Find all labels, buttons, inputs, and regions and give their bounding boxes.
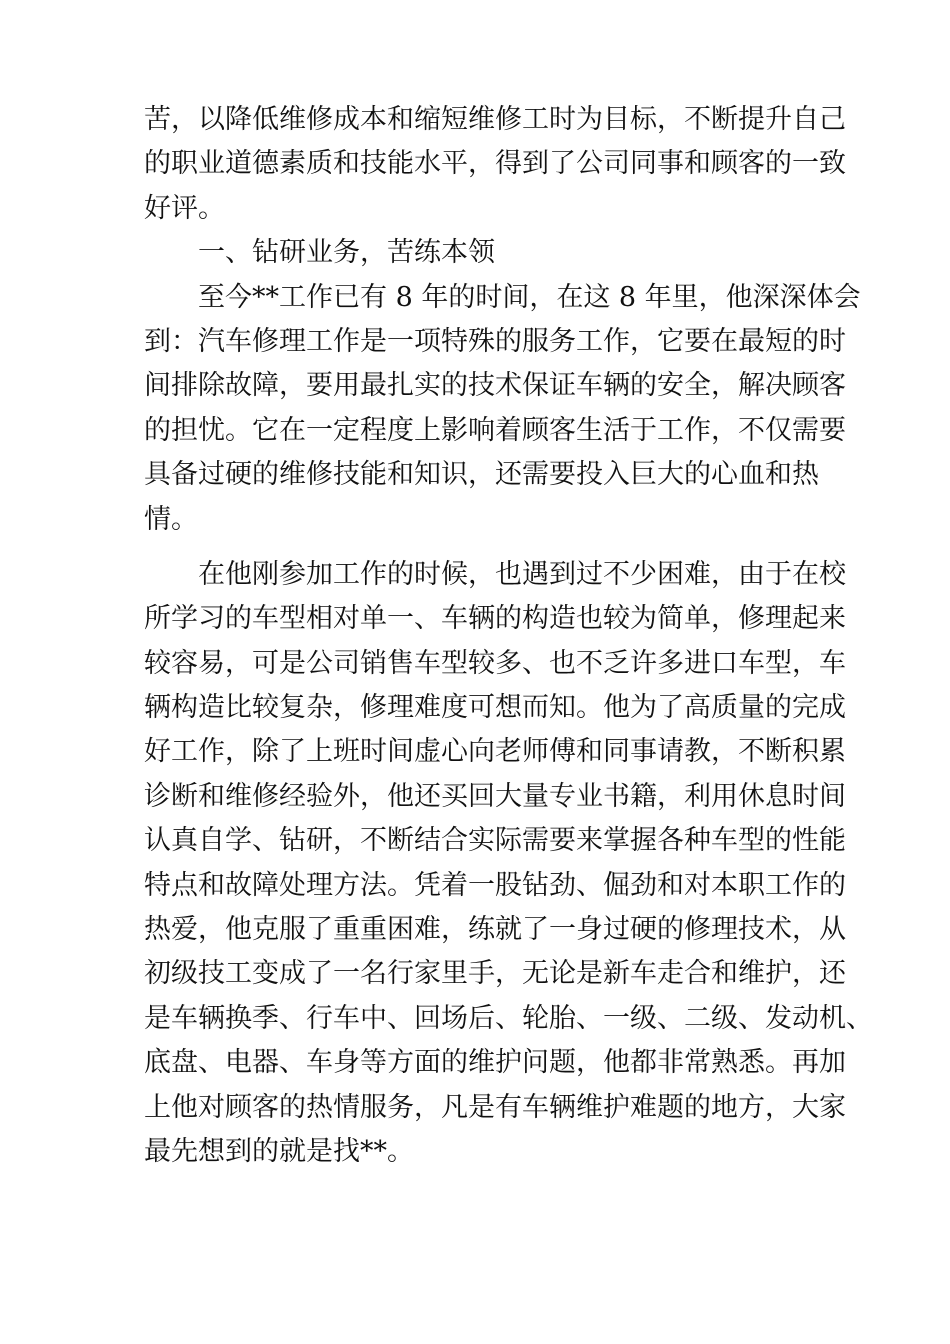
text-line: 初级技工变成了一名行家里手，无论是新车走合和维护，还 (144, 958, 846, 990)
text-line: 所学习的车型相对单一、车辆的构造也较为简单，修理起来 (144, 603, 846, 635)
paragraph-spacing (144, 542, 824, 553)
text-line: 较容易，可是公司销售车型较多、也不乏许多进口车型，车 (144, 647, 846, 679)
text-line: 至今**工作已有 8 年的时间，在这 8 年里，他深深体会 (198, 281, 861, 313)
paragraph-continuation (144, 98, 846, 231)
text-line: 辆构造比较复杂，修理难度可想而知。他为了高质量的完成 (144, 692, 846, 724)
text-line: 上他对顾客的热情服务，凡是有车辆维护难题的地方，大家 (144, 1091, 846, 1123)
text-line: 最先想到的就是找**。 (144, 1135, 414, 1167)
text-line: 认真自学、钻研，不断结合实际需要来掌握各种车型的性能 (144, 825, 846, 857)
text-line: 特点和故障处理方法。凭着一股钻劲、倔劲和对本职工作的 (144, 869, 846, 901)
text-line: 苦，以降低维修成本和缩短维修工时为目标，不断提升自己 (144, 104, 846, 135)
paragraph (144, 276, 861, 542)
document-body (144, 98, 873, 1174)
section-heading (144, 231, 824, 275)
text-line: 间排除故障，要用最扎实的技术保证车辆的安全，解决顾客 (144, 370, 846, 402)
text-line: 热爱，他克服了重重困难，练就了一身过硬的修理技术，从 (144, 914, 846, 946)
text-line: 的职业道德素质和技能水平，得到了公司同事和顾客的一致 (144, 148, 846, 180)
text-line: 具备过硬的维修技能和知识，还需要投入巨大的心血和热 (144, 459, 819, 491)
text-line: 诊断和维修经验外，他还买回大量专业书籍，利用休息时间 (144, 780, 846, 812)
text-line: 是车辆换季、行车中、回场后、轮胎、一级、二级、发动机、 (144, 1002, 873, 1034)
text-line: 底盘、电器、车身等方面的维护问题，他都非常熟悉。再加 (144, 1047, 846, 1079)
text-line: 到：汽车修理工作是一项特殊的服务工作，它要在最短的时 (144, 325, 846, 357)
heading-text: 一、钻研业务，苦练本领 (198, 237, 495, 269)
text-line: 在他刚参加工作的时候，也遇到过不少困难，由于在校 (198, 558, 846, 590)
text-line: 好评。 (144, 192, 225, 224)
text-line: 好工作，除了上班时间虚心向老师傅和同事请教，不断积累 (144, 736, 846, 768)
text-line: 情。 (144, 503, 198, 535)
paragraph (144, 553, 873, 1174)
text-line: 的担忧。它在一定程度上影响着顾客生活于工作，不仅需要 (144, 414, 846, 446)
